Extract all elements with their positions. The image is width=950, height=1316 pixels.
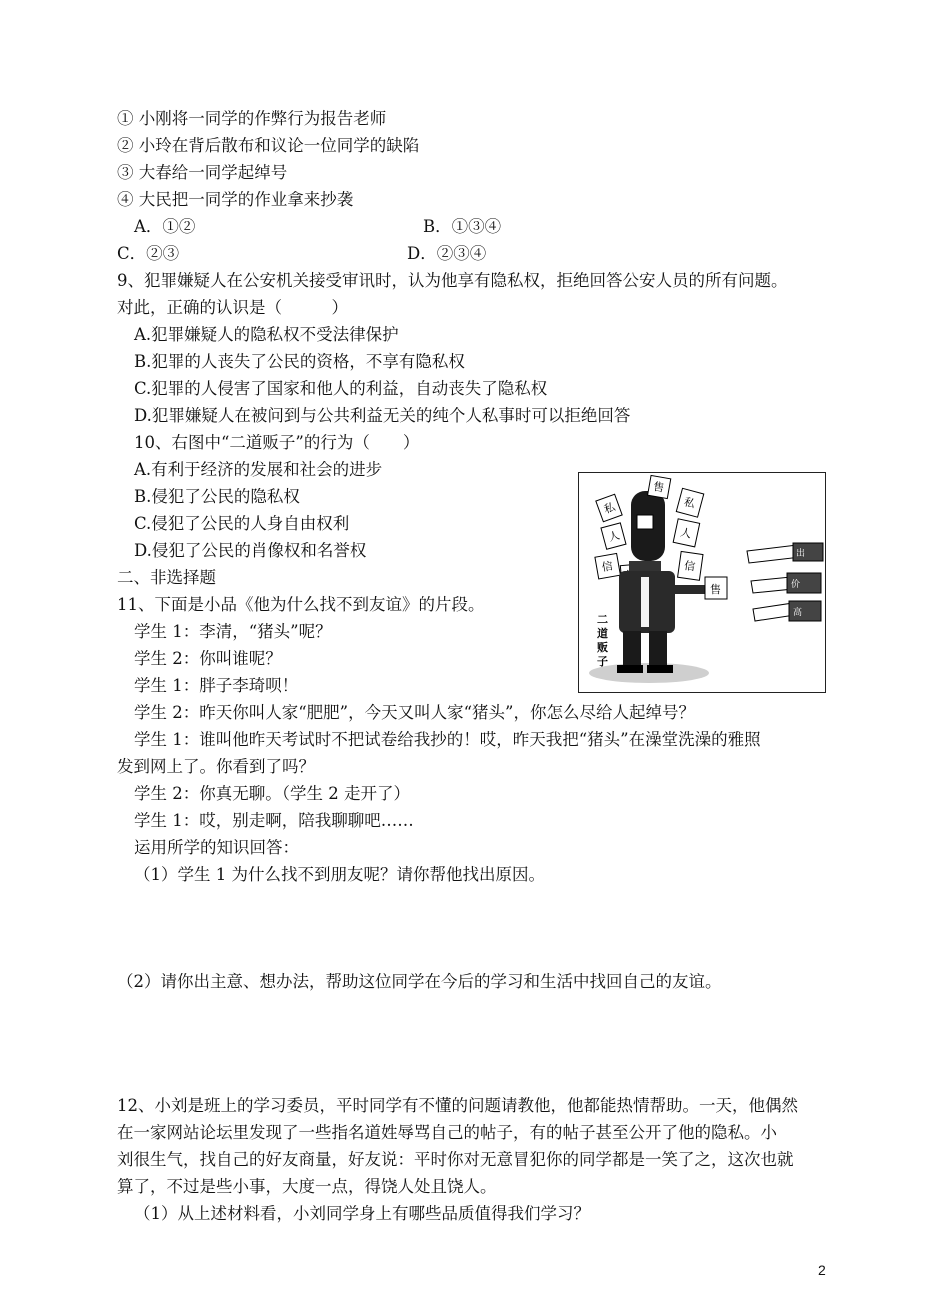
card-3-text: 信 bbox=[600, 559, 614, 575]
caption-char-4: 子 bbox=[597, 655, 608, 668]
q10-option-d: D.侵犯了公民的肖像权和名誉权 bbox=[134, 541, 367, 560]
card-2-text: 人 bbox=[607, 528, 622, 545]
q11-dialogue-2: 学生 2：你叫谁呢？ bbox=[134, 649, 282, 668]
q10-option-c: C.侵犯了公民的人身自由权利 bbox=[134, 514, 350, 533]
q11-dialogue-5: 学生 1：谁叫他昨天考试时不把试卷给我抄的！哎，昨天我把“猪头”在澡堂洗澡的雅照 bbox=[134, 730, 761, 749]
q12-line-2: 在一家网站论坛里发现了一些指名道姓辱骂自己的帖子，有的帖子甚至公开了他的隐私。小 bbox=[117, 1123, 777, 1142]
q11-dialogue-3: 学生 1：胖子李琦呗！ bbox=[134, 676, 299, 695]
buyer-hands bbox=[747, 543, 823, 621]
card-8-text: 信 bbox=[683, 559, 697, 574]
peddler-left-shoe bbox=[617, 665, 643, 673]
caption-char-1: 二 bbox=[597, 613, 608, 626]
q11-stem: 11、下面是小品《他为什么找不到友谊》的片段。 bbox=[117, 595, 485, 614]
q8-option-b: B．①③④ bbox=[423, 217, 502, 236]
card-7-text: 人 bbox=[679, 525, 693, 541]
card-6-text: 私 bbox=[682, 495, 697, 511]
q8-option-c: C．②③ bbox=[117, 244, 180, 263]
q10-option-a: A.有利于经济的发展和社会的进步 bbox=[134, 460, 383, 479]
card-1-text: 私 bbox=[602, 500, 618, 517]
card-5-text: 售 bbox=[652, 480, 666, 495]
q11-dialogue-1: 学生 1：李清，“猪头”呢？ bbox=[134, 622, 332, 641]
q8-option-d: D．②③④ bbox=[407, 244, 487, 263]
hand-3-card-text: 高 bbox=[793, 608, 803, 618]
q11-sub2: （2）请你出主意、想办法，帮助这位同学在今后的学习和生活中找回自己的友谊。 bbox=[117, 972, 722, 991]
peddler-shirt bbox=[641, 577, 649, 627]
section2-title: 二、非选择题 bbox=[117, 568, 216, 587]
hand-1-card-text: 出 bbox=[796, 549, 806, 559]
q9-option-a: A.犯罪嫌疑人的隐私权不受法律保护 bbox=[134, 325, 399, 344]
peddler-neck bbox=[629, 561, 661, 571]
q8-item-2: ② 小玲在背后散布和议论一位同学的缺陷 bbox=[117, 136, 420, 155]
q12-line-1: 12、小刘是班上的学习委员，平时同学有不懂的问题请教他，他都能热情帮助。一天，他偶然 bbox=[117, 1096, 798, 1115]
q8-item-4: ④ 大民把一同学的作业拿来抄袭 bbox=[117, 190, 354, 209]
caption-char-3: 贩 bbox=[597, 641, 608, 654]
q11-dialogue-8: 学生 1：哎，别走啊，陪我聊聊吧…… bbox=[134, 811, 414, 830]
q11-dialogue-7: 学生 2：你真无聊。（学生 2 走开了） bbox=[134, 784, 410, 803]
peddler-arm bbox=[673, 585, 707, 594]
hand-2-card-text: 价 bbox=[791, 580, 801, 590]
q9-option-c: C.犯罪的人侵害了国家和他人的利益，自动丧失了隐私权 bbox=[134, 379, 548, 398]
q9-stem-line1: 9、犯罪嫌疑人在公安机关接受审讯时，认为他享有隐私权，拒绝回答公安人员的所有问题。 bbox=[117, 271, 788, 290]
q12-line-3: 刘很生气，找自己的好友商量，好友说：平时你对无意冒犯你的同学都是一笑了之，这次也就 bbox=[117, 1150, 794, 1169]
peddler-eye bbox=[637, 515, 653, 529]
q8-item-1: ① 小刚将一同学的作弊行为报告老师 bbox=[117, 109, 387, 128]
q8-item-3: ③ 大春给一同学起绰号 bbox=[117, 163, 288, 182]
q12-sub1: （1）从上述材料看，小刘同学身上有哪些品质值得我们学习？ bbox=[134, 1204, 590, 1223]
held-card-text: 售 bbox=[710, 583, 721, 596]
q11-prompt: 运用所学的知识回答： bbox=[134, 838, 299, 857]
q11-sub1: （1）学生 1 为什么找不到朋友呢？请你帮他找出原因。 bbox=[134, 865, 545, 884]
q9-stem-line2: 对此，正确的认识是（ ） bbox=[117, 298, 348, 317]
q9-option-b: B.犯罪的人丧失了公民的资格，不享有隐私权 bbox=[134, 352, 465, 371]
q12-line-4: 算了，不过是些小事，大度一点，得饶人处且饶人。 bbox=[117, 1177, 497, 1196]
q8-option-a: A．①② bbox=[134, 217, 196, 236]
cartoon-figure bbox=[578, 472, 826, 693]
q10-option-b: B.侵犯了公民的隐私权 bbox=[134, 487, 300, 506]
peddler-left-leg bbox=[623, 631, 641, 669]
cartoon-illustration bbox=[579, 473, 825, 692]
caption-char-2: 道 bbox=[597, 627, 608, 640]
q11-dialogue-6: 发到网上了。你看到了吗？ bbox=[117, 757, 315, 776]
peddler-right-leg bbox=[649, 631, 667, 669]
peddler-right-shoe bbox=[647, 665, 673, 673]
q9-option-d: D.犯罪嫌疑人在被问到与公共利益无关的纯个人私事时可以拒绝回答 bbox=[134, 406, 631, 425]
q10-stem: 10、右图中“二道贩子”的行为（ ） bbox=[134, 433, 420, 452]
q11-dialogue-4: 学生 2：昨天你叫人家“肥肥”，今天又叫人家“猪头”，你怎么尽给人起绰号？ bbox=[134, 703, 695, 722]
page-number: 2 bbox=[818, 1262, 826, 1278]
